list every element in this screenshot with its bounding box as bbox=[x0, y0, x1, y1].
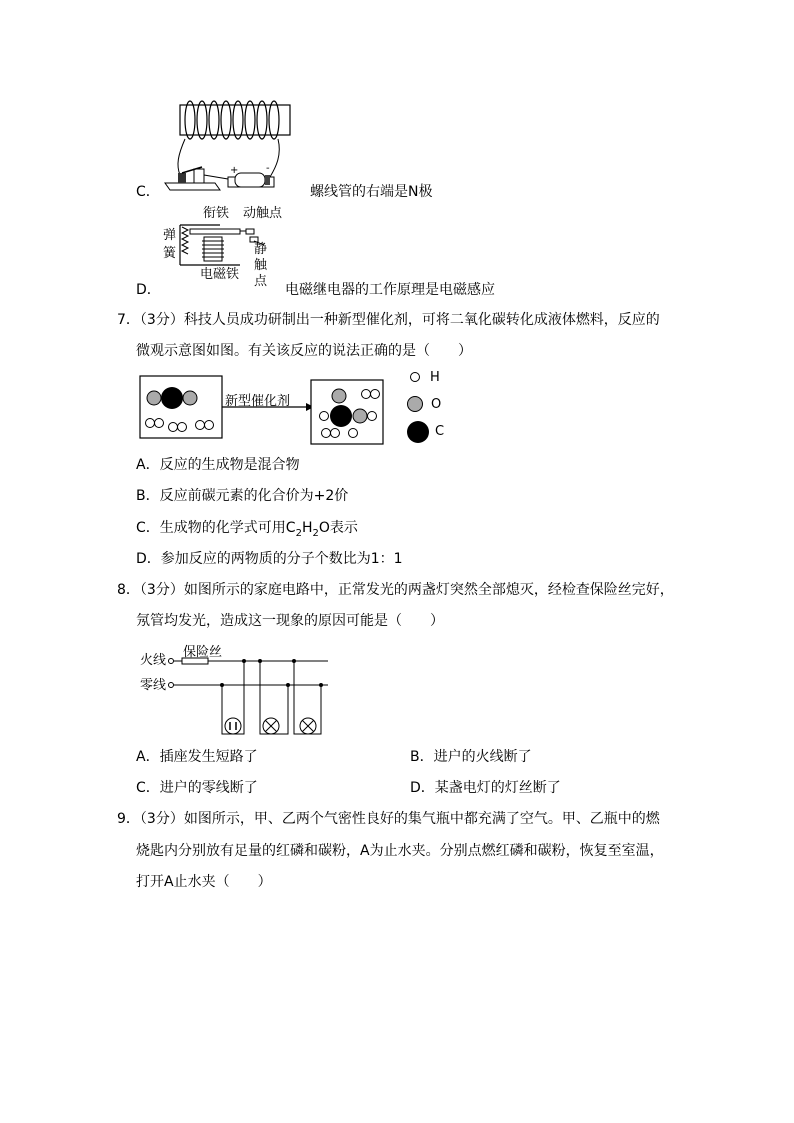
q8-stem-line2: 氖管均发光，造成这一现象的原因可能是（ ） bbox=[136, 613, 444, 629]
legend-c-label: C bbox=[435, 424, 445, 439]
q7-option-a: A．反应的生成物是混合物 bbox=[136, 457, 300, 473]
live-wire-label: 火线 bbox=[140, 653, 167, 668]
legend-h-label: H bbox=[430, 370, 440, 385]
q9-stem-line1: 9．（3分）如图所示，甲、乙两个气密性良好的集气瓶中都充满了空气。甲、乙瓶中的燃 bbox=[117, 811, 660, 827]
relay-electromagnet-label: 电磁铁 bbox=[200, 267, 240, 282]
q7-option-c-sub1: 2 bbox=[295, 527, 302, 539]
relay-static-contact-label-3: 点 bbox=[254, 274, 268, 289]
household-circuit-diagram bbox=[138, 640, 338, 740]
neutral-wire-label: 零线 bbox=[140, 678, 167, 693]
q8-option-d: D．某盏电灯的灯丝断了 bbox=[410, 780, 561, 796]
battery-minus-label: - bbox=[266, 163, 270, 174]
reaction-diagram bbox=[138, 366, 458, 446]
q7-option-c bbox=[136, 518, 358, 544]
q9-stem-line2: 烧匙内分别放有足量的红磷和碳粉，A为止水夹。分别点燃红磷和碳粉，恢复至室温， bbox=[136, 843, 664, 859]
q6-option-c-letter: C． bbox=[136, 184, 160, 200]
q6-option-c-text: 螺线管的右端是N极 bbox=[310, 184, 433, 200]
solenoid-figure bbox=[160, 95, 310, 195]
q8-stem-line1: 8．（3分）如图所示的家庭电路中，正常发光的两盏灯突然全部熄灭，经检查保险丝完好， bbox=[117, 582, 674, 598]
q7-stem-line1: 7．（3分）科技人员成功研制出一种新型催化剂，可将二氧化碳转化成液体燃料，反应的 bbox=[117, 312, 660, 328]
q6-option-d-text: 电磁继电器的工作原理是电磁感应 bbox=[285, 282, 495, 298]
catalyst-label: 新型催化剂 bbox=[225, 394, 291, 409]
q8-option-a: A．插座发生短路了 bbox=[136, 749, 258, 765]
relay-spring-label-2: 簧 bbox=[163, 246, 177, 261]
battery-plus-label: + bbox=[230, 165, 239, 176]
q7-option-b: B．反应前碳元素的化合价为+2价 bbox=[136, 488, 349, 504]
q7-option-c-sub2: 2 bbox=[312, 527, 319, 539]
q9-stem-line3: 打开A止水夹（ ） bbox=[136, 874, 272, 890]
q8-option-c: C．进户的零线断了 bbox=[136, 780, 258, 796]
q7-stem-line2: 微观示意图如图。有关该反应的说法正确的是（ ） bbox=[136, 343, 472, 359]
q7-option-c-pre: C．生成物的化学式可用C bbox=[136, 520, 296, 536]
relay-moving-contact-label: 动触点 bbox=[243, 206, 283, 221]
relay-static-contact-label-2: 触 bbox=[254, 258, 268, 273]
relay-static-contact-label-1: 静 bbox=[254, 242, 268, 257]
q6-option-d-letter: D． bbox=[136, 282, 161, 298]
q7-option-c-mid: H bbox=[301, 520, 313, 536]
relay-spring-label-1: 弹 bbox=[163, 228, 177, 243]
relay-armature-label: 衔铁 bbox=[203, 206, 230, 221]
q7-option-d: D．参加反应的两物质的分子个数比为1：1 bbox=[136, 551, 403, 567]
legend-o-label: O bbox=[431, 397, 442, 412]
q7-option-c-post: O表示 bbox=[318, 520, 358, 536]
fuse-label: 保险丝 bbox=[183, 645, 223, 660]
q8-option-b: B．进户的火线断了 bbox=[410, 749, 532, 765]
